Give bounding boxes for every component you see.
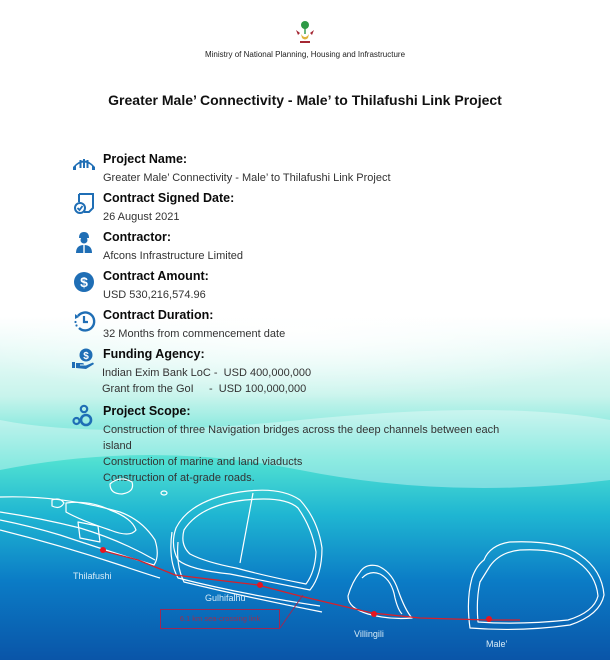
scope-line: Construction of marine and land viaducts	[103, 456, 303, 468]
route-point-thilafushi	[100, 547, 106, 553]
scope-line: Construction of at-grade roads.	[103, 472, 255, 484]
page-title: Greater Male’ Connectivity - Male’ to Thilafushi Link Project	[108, 92, 502, 108]
place-label-gulhifalhu: Gulhifalhu	[205, 593, 246, 603]
scope-nodes-icon	[72, 404, 96, 428]
island-map	[0, 470, 610, 660]
villingili-outline	[362, 573, 402, 614]
contract-amount-value: USD 530,216,574.96	[103, 289, 206, 301]
place-label-male: Male’	[486, 639, 508, 649]
villingili-outline	[348, 565, 412, 618]
route-point-villingili	[371, 611, 377, 617]
contract-amount-label: Contract Amount:	[103, 269, 209, 283]
funding-hand-icon	[71, 347, 95, 371]
bridge-icon	[72, 152, 96, 176]
route-point-male	[486, 616, 492, 622]
funding-line-goi: Grant from the GoI - USD 100,000,000	[102, 383, 307, 395]
contract-signed-date-value: 26 August 2021	[103, 211, 180, 223]
place-label-thilafushi: Thilafushi	[73, 571, 112, 581]
contract-duration-value: 32 Months from commencement date	[103, 328, 286, 340]
contract-duration-label: Contract Duration:	[103, 308, 214, 322]
ministry-name: Ministry of National Planning, Housing and Infrastructure	[204, 50, 406, 59]
place-label-villingili: Villingili	[354, 629, 384, 639]
islet-outline	[161, 491, 167, 495]
dollar-coin-icon	[72, 269, 96, 293]
scope-line: island	[103, 440, 132, 452]
svg-text:$: $	[80, 274, 88, 290]
contractor-worker-icon	[72, 230, 96, 254]
male-outline	[477, 550, 598, 623]
svg-text:$: $	[83, 351, 89, 362]
gulhifalhu-outline	[178, 542, 322, 612]
gulhifalhu-outline	[173, 490, 322, 590]
sea-crossing-link-label: 6.1 km sea-crossing link	[160, 609, 280, 629]
funding-agency-lines	[102, 365, 311, 397]
thilafushi-outline	[52, 499, 64, 507]
contractor-value: Afcons Infrastructure Limited	[103, 250, 244, 262]
contractor-label: Contractor:	[103, 230, 172, 244]
project-name-value: Greater Male’ Connectivity - Male’ to Thilafushi Link Project	[103, 172, 391, 184]
signed-document-icon	[72, 191, 96, 215]
funding-line-exim: Indian Exim Bank LoC - USD 400,000,000	[102, 367, 312, 379]
maldives-emblem-icon	[293, 20, 317, 46]
scope-line: Construction of three Navigation bridges across the deep channels between each	[103, 424, 500, 436]
gulhifalhu-outline	[240, 493, 253, 563]
contract-signed-date-label: Contract Signed Date:	[103, 191, 235, 205]
project-name-label: Project Name:	[103, 152, 188, 166]
route-point-gulhifalhu	[257, 582, 263, 588]
project-scope-label: Project Scope:	[103, 404, 191, 418]
history-clock-icon	[72, 308, 96, 332]
islet-outline	[110, 479, 133, 494]
funding-agency-label: Funding Agency:	[103, 347, 205, 361]
